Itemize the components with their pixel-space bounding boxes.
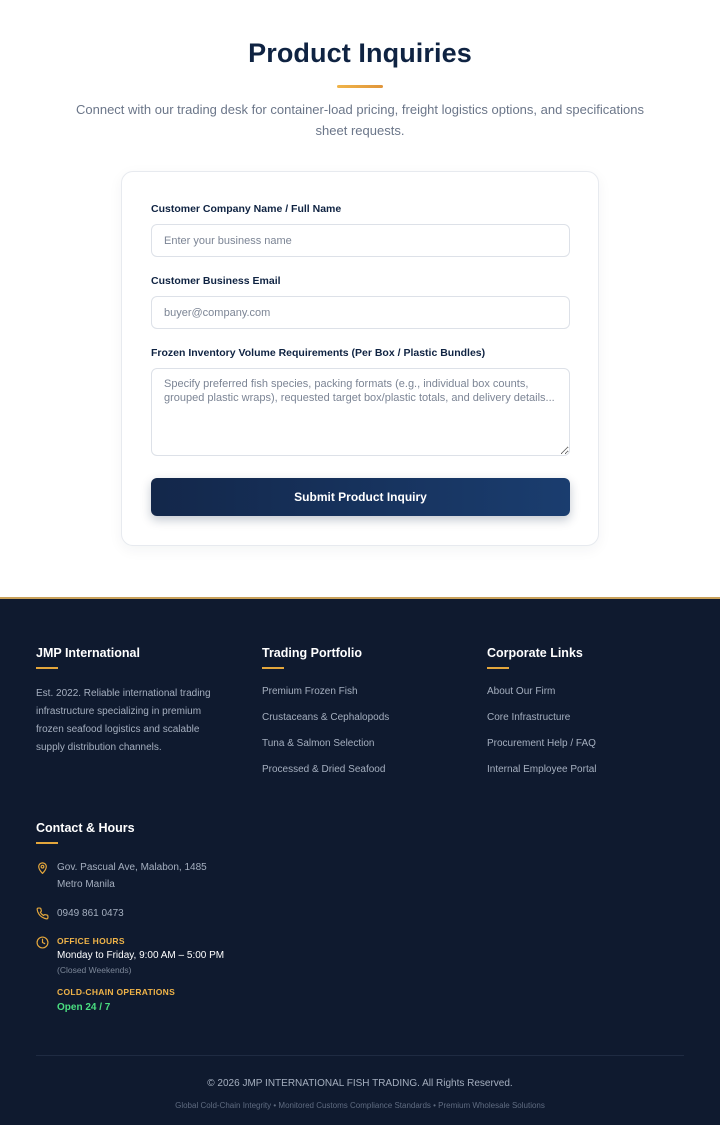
footer-about-column [36, 646, 231, 757]
office-hours-note: (Closed Weekends) [57, 965, 132, 975]
footer-portfolio-column [262, 646, 389, 790]
footer-title-underline [262, 667, 284, 669]
portfolio-link-crustaceans[interactable]: Crustaceans & Cephalopods [262, 712, 390, 723]
footer-portfolio-title: Trading Portfolio [262, 646, 362, 660]
corporate-link-employee-portal[interactable]: Internal Employee Portal [487, 764, 597, 775]
corporate-link-procurement-faq[interactable]: Procurement Help / FAQ [487, 738, 596, 749]
footer-corporate-title: Corporate Links [487, 646, 583, 660]
business-email-label: Customer Business Email [151, 275, 281, 287]
phone-icon [36, 907, 50, 921]
footer-contact-column [36, 821, 256, 1021]
submit-inquiry-button[interactable]: Submit Product Inquiry [151, 478, 570, 516]
contact-phone[interactable] [36, 907, 227, 922]
footer-divider [36, 1055, 684, 1056]
phone-number: 0949 861 0473 [57, 908, 124, 919]
volume-requirements-label: Frozen Inventory Volume Requirements (Per Box / Plastic Bundles) [151, 347, 486, 359]
title-underline [337, 85, 383, 88]
clock-icon [36, 936, 50, 950]
footer-title-underline [36, 667, 58, 669]
map-pin-icon [36, 861, 50, 875]
corporate-link-about[interactable]: About Our Firm [487, 686, 556, 697]
footer-about-title: JMP International [36, 646, 140, 660]
contact-address [36, 861, 227, 893]
portfolio-link-list [262, 686, 389, 790]
office-hours-text: Monday to Friday, 9:00 AM – 5:00 PM [57, 950, 225, 961]
volume-requirements-textarea[interactable] [151, 368, 570, 456]
footer-contact-title: Contact & Hours [36, 821, 135, 835]
cold-chain-label: COLD-CHAIN OPERATIONS [57, 987, 176, 997]
footer-tagline: Global Cold-Chain Integrity • Monitored Customs Compliance Standards • Premium Wholesale Solutions [175, 1101, 545, 1110]
portfolio-link-tuna-salmon[interactable]: Tuna & Salmon Selection [262, 738, 375, 749]
portfolio-link-processed-dried[interactable]: Processed & Dried Seafood [262, 764, 386, 775]
inquiry-form [121, 171, 599, 546]
office-hours-label: OFFICE HOURS [57, 936, 125, 946]
footer-title-underline [36, 842, 58, 844]
hours-block [57, 936, 224, 1013]
business-email-input[interactable] [151, 296, 570, 329]
address-text: Gov. Pascual Ave, Malabon, 1485 Metro Manila [57, 862, 207, 890]
page-subtitle: Connect with our trading desk for container-load pricing, freight logistics options, and specifications sheet requests. [76, 102, 644, 138]
footer-about-text: Est. 2022. Reliable international trading infrastructure specializing in premium frozen seafood logistics and scalable supply distribution channels. [36, 688, 211, 753]
corporate-link-list [487, 686, 597, 790]
company-name-label: Customer Company Name / Full Name [151, 203, 342, 215]
company-name-input[interactable] [151, 224, 570, 257]
site-footer [0, 597, 720, 1125]
portfolio-link-frozen-fish[interactable]: Premium Frozen Fish [262, 686, 358, 697]
contact-hours [36, 936, 224, 1013]
footer-title-underline [487, 667, 509, 669]
cold-chain-status: Open 24 / 7 [57, 1002, 111, 1013]
page-title: Product Inquiries [248, 38, 472, 68]
copyright-text: © 2026 JMP INTERNATIONAL FISH TRADING. All Rights Reserved. [207, 1078, 513, 1089]
footer-corporate-column [487, 646, 597, 790]
corporate-link-infrastructure[interactable]: Core Infrastructure [487, 712, 571, 723]
